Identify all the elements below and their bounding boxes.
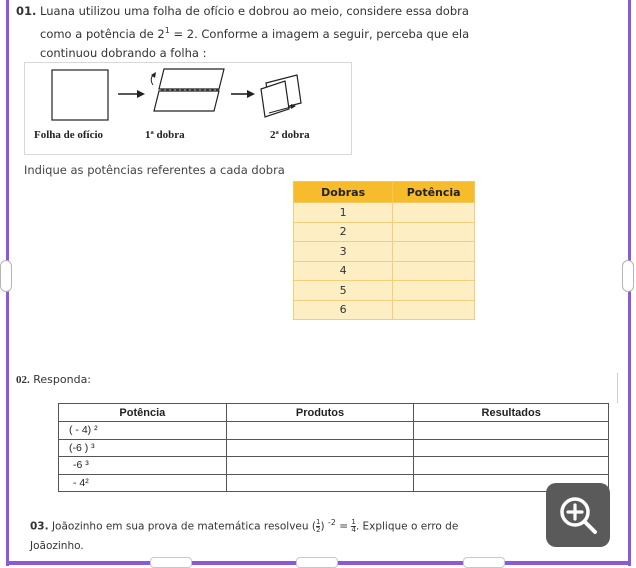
answer-table (58, 403, 609, 492)
fraction-one-half: $\frac{1}{2}$ (315, 518, 321, 534)
power-expression: -6 ³ (59, 457, 227, 475)
question-1-line-3: continuou dobrando a folha : (40, 45, 207, 60)
table-row (294, 300, 475, 320)
result-cell[interactable] (414, 457, 609, 475)
figure-label-sheet: Folha de ofício (34, 129, 104, 141)
power-answer-cell[interactable] (393, 281, 475, 301)
table-row (294, 281, 475, 301)
resize-handle-left[interactable] (0, 260, 12, 292)
zoom-in-icon (546, 483, 610, 547)
fold-number: 2 (294, 222, 393, 242)
resize-handle-bottom-center[interactable] (296, 557, 338, 568)
question-1 (16, 2, 616, 63)
sheet-shape (52, 70, 108, 120)
table-row (294, 261, 475, 281)
power-answer-cell[interactable] (393, 222, 475, 242)
table-row (59, 422, 609, 440)
table-row (294, 203, 475, 223)
table-row (59, 439, 609, 457)
powers-header-folds: Dobras (294, 182, 393, 203)
power-answer-cell[interactable] (393, 300, 475, 320)
fold-1-bottom-shape (154, 91, 219, 111)
power-answer-cell[interactable] (393, 261, 475, 281)
answer-header-results: Resultados (414, 404, 609, 422)
power-answer-cell[interactable] (393, 242, 475, 262)
question-1-number: 01. (16, 4, 37, 18)
answer-header-products: Produtos (226, 404, 414, 422)
fold-number: 6 (294, 300, 393, 320)
product-cell[interactable] (226, 474, 414, 492)
question-3-line-2: Joãozinho. (30, 539, 84, 552)
arrow-1-head-icon (137, 90, 145, 98)
table-row (294, 222, 475, 242)
fold-number: 5 (294, 281, 393, 301)
powers-header-power: Potência (393, 182, 475, 203)
fold-number: 1 (294, 203, 393, 223)
question-2-number: 02. (16, 374, 30, 386)
divider-line (617, 373, 618, 403)
result-cell[interactable] (414, 439, 609, 457)
answer-header-power: Potência (59, 404, 227, 422)
arrow-2-head-icon (247, 90, 255, 98)
question-3: 03. Joãozinho em sua prova de matemática resolveu ( $\frac{1}{2}$ ) $^{-2}$ = $\frac{1}{4}$ . Explique o erro de Joãozinho. (30, 518, 459, 552)
instruction-text: Indique as potências referentes a cada dobra (24, 163, 285, 177)
question-1-line-2: como a potência de $2^1 = 2$. Conforme a imagem a seguir, perceba que ela (40, 26, 470, 41)
fold-1-top-shape (159, 69, 224, 89)
product-cell[interactable] (226, 422, 414, 440)
folding-figure (24, 62, 352, 155)
resize-handle-bottom-right[interactable] (463, 557, 505, 568)
question-3-number: 03. (30, 520, 49, 533)
fraction-one-quarter: $\frac{1}{4}$ (351, 518, 356, 534)
figure-label-fold-1: 1ª dobra (145, 129, 185, 141)
zoom-in-button[interactable] (546, 483, 610, 547)
figure-label-fold-2: 2ª dobra (270, 129, 310, 141)
powers-table (293, 181, 475, 320)
resize-handle-bottom-left[interactable] (150, 557, 192, 568)
table-row (59, 457, 609, 475)
power-answer-cell[interactable] (393, 203, 475, 223)
resize-handle-right[interactable] (622, 260, 634, 292)
question-1-line-1: 01. Luana utilizou uma folha de ofício e dobrou ao meio, considere essa dobra (16, 4, 469, 18)
product-cell[interactable] (226, 457, 414, 475)
power-expression: ( - 4) ² (59, 422, 227, 440)
table-row (59, 474, 609, 492)
question-2-title: 02. Responda: (16, 373, 92, 386)
fold-number: 3 (294, 242, 393, 262)
power-expression: (-6 ) ³ (59, 439, 227, 457)
product-cell[interactable] (226, 439, 414, 457)
result-cell[interactable] (414, 422, 609, 440)
folding-diagram (25, 63, 353, 156)
table-row (294, 242, 475, 262)
power-expression: - 4² (59, 474, 227, 492)
fold-number: 4 (294, 261, 393, 281)
